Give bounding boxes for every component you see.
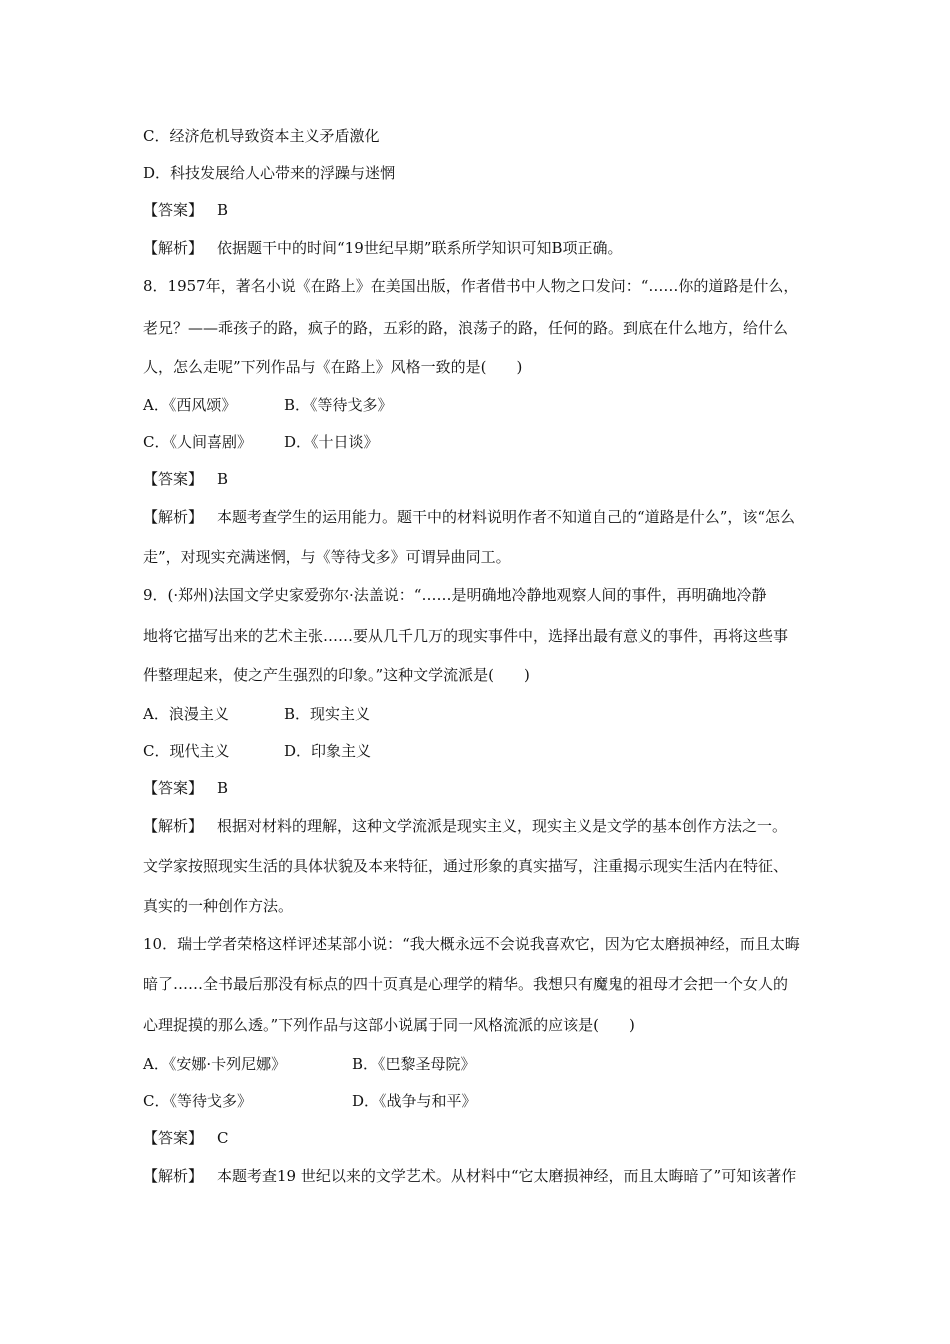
q10-answer: [143, 1128, 810, 1148]
q9-answer: [143, 778, 810, 798]
q8-stem-line-3: 人，怎么走呢”下列作品与《在路上》风格一致的是( ): [143, 358, 523, 376]
q10-stem-line-1: 10．瑞士学者荣格这样评述某部小说：“我大概永远不会说我喜欢它，因为它太磨损神经，而且太晦: [143, 935, 800, 953]
q9-option-b: B．现实主义: [284, 705, 371, 723]
analysis-text: 本题考查19 世纪以来的文学艺术。从材料中“它太磨损神经，而且太晦暗了”可知该著作: [217, 1167, 797, 1185]
answer-value: B: [217, 201, 229, 219]
q8-option-d: D．《十日谈》: [284, 433, 379, 451]
q10-stem-line-3: 心理捉摸的那么透。”下列作品与这部小说属于同一风格流派的应该是( ): [143, 1016, 635, 1034]
q9-analysis-line-3: 真实的一种创作方法。: [143, 897, 294, 915]
answer-value: B: [217, 779, 229, 797]
q8-option-c: C．《人间喜剧》: [143, 433, 252, 451]
analysis-label: 【解析】: [143, 1167, 204, 1185]
q7-option-c: C．经济危机导致资本主义矛盾激化: [143, 127, 380, 145]
answer-value: B: [217, 470, 229, 488]
q8-analysis-line-2: 走”，对现实充满迷惘，与《等待戈多》可谓异曲同工。: [143, 548, 511, 566]
analysis-label: 【解析】: [143, 508, 204, 526]
q9-option-d: D．印象主义: [284, 742, 372, 760]
q9-option-c: C．现代主义: [143, 742, 230, 760]
analysis-label: 【解析】: [143, 239, 204, 257]
answer-label: 【答案】: [143, 470, 204, 488]
analysis-text: 依据题干中的时间“19世纪早期”联系所学知识可知B项正确。: [217, 239, 623, 257]
q10-option-b: B．《巴黎圣母院》: [352, 1055, 476, 1073]
answer-value: C: [217, 1129, 229, 1147]
analysis-text: 根据对材料的理解，这种文学流派是现实主义，现实主义是文学的基本创作方法之一。: [217, 817, 788, 835]
q9-stem-line-2: 地将它描写出来的艺术主张……要从几千几万的现实事件中，选择出最有意义的事件，再将这些事: [143, 627, 789, 645]
q8-stem-line-1: 8．1957年，著名小说《在路上》在美国出版，作者借书中人物之口发问：“……你的道路是什么，: [143, 277, 799, 295]
answer-label: 【答案】: [143, 201, 204, 219]
q10-analysis-line-1: [143, 1166, 810, 1186]
q9-option-a: A．浪漫主义: [143, 705, 229, 723]
q10-stem-line-2: 暗了……全书最后那没有标点的四十页真是心理学的精华。我想只有魔鬼的祖母才会把一个女人的: [143, 975, 789, 993]
answer-label: 【答案】: [143, 779, 204, 797]
q8-option-a: A．《西风颂》: [143, 396, 237, 414]
q10-option-a: A．《安娜·卡列尼娜》: [143, 1055, 287, 1073]
analysis-label: 【解析】: [143, 817, 204, 835]
analysis-text: 本题考查学生的运用能力。题干中的材料说明作者不知道自己的“道路是什么”，该“怎么: [217, 508, 796, 526]
q9-analysis-line-2: 文学家按照现实生活的具体状貌及本来特征，通过形象的真实描写，注重揭示现实生活内在特征、: [143, 857, 789, 875]
q7-answer: [143, 200, 810, 220]
answer-label: 【答案】: [143, 1129, 204, 1147]
q9-stem-line-1: 9．(·郑州)法国文学史家爱弥尔·法盖说：“……是明确地冷静地观察人间的事件，再明确地冷静: [143, 586, 767, 604]
q8-option-b: B．《等待戈多》: [284, 396, 393, 414]
q9-stem-line-3: 件整理起来，使之产生强烈的印象。”这种文学流派是( ): [143, 666, 530, 684]
q9-analysis-line-1: [143, 816, 810, 836]
q8-answer: [143, 469, 810, 489]
q7-option-d: D．科技发展给人心带来的浮躁与迷惘: [143, 164, 396, 182]
q8-analysis-line-1: [143, 507, 810, 527]
q7-analysis: [143, 238, 810, 258]
q10-option-c: C．《等待戈多》: [143, 1092, 252, 1110]
q8-stem-line-2: 老兄？——乖孩子的路，疯子的路，五彩的路，浪荡子的路，任何的路。到底在什么地方，给什么: [143, 319, 789, 337]
q10-option-d: D．《战争与和平》: [352, 1092, 477, 1110]
